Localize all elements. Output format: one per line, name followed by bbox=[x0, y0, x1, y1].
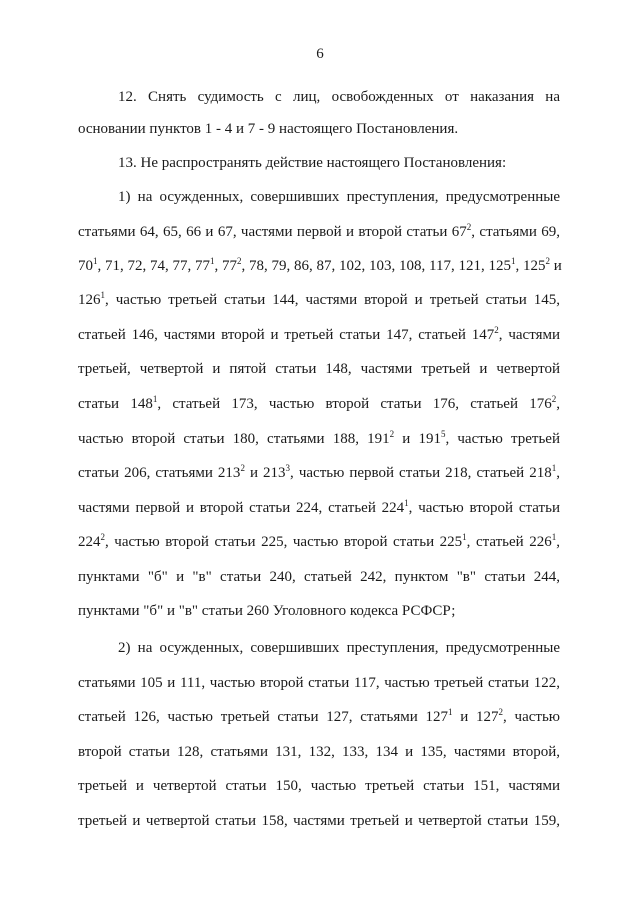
paragraph-line: третьей и четвертой статьи 150, частью третьей статьи 151, частями bbox=[78, 778, 560, 794]
item-1-line-6 bbox=[78, 358, 560, 380]
paragraph-line: $126^1$, частью третьей статьи 144, частями второй и третьей статьи 145, bbox=[78, 290, 560, 308]
item-1-line-13 bbox=[78, 600, 560, 622]
paragraph-line: статьей 146, частями второй и третьей статьи 147, статьей $147^2$, частями bbox=[78, 325, 560, 343]
item-1-line-5 bbox=[78, 324, 560, 346]
item-1-line-8 bbox=[78, 428, 560, 450]
paragraph-line: третьей и четвертой статьи 158, частями третьей и четвертой статьи 159, bbox=[78, 813, 560, 829]
paragraph-line: третьей, четвертой и пятой статьи 148, частями третьей и четвертой bbox=[78, 361, 560, 377]
paragraph-line: пунктами "б" и "в" статьи 240, статьей 242, пунктом "в" статьи 244, bbox=[78, 569, 560, 585]
paragraph-line: 1) на осужденных, совершивших преступления, предусмотренные bbox=[118, 189, 560, 205]
item-1-line-11 bbox=[78, 531, 560, 553]
item-1 bbox=[78, 186, 560, 208]
item-2-line-6 bbox=[78, 810, 560, 832]
item-2-line-3 bbox=[78, 706, 560, 728]
item-1-line-9 bbox=[78, 462, 560, 484]
item-2-line-4 bbox=[78, 741, 560, 763]
item-1-line-4 bbox=[78, 289, 560, 311]
paragraph-line: 13. Не распространять действие настоящего Постановления: bbox=[118, 155, 507, 171]
item-2-line-5 bbox=[78, 775, 560, 797]
paragraph-line: 12. Снять судимость с лиц, освобожденных от наказания на bbox=[118, 89, 560, 105]
item-1-line-10 bbox=[78, 497, 560, 519]
paragraph-line: $224^2$, частью второй статьи 225, частью второй статьи $225^1$, статьей $226^1$, bbox=[78, 532, 560, 550]
item-1-line-7 bbox=[78, 393, 560, 415]
paragraph-line: 2) на осужденных, совершивших преступления, предусмотренные bbox=[118, 640, 560, 656]
paragraph-line: статьями 105 и 111, частью второй статьи 117, частью третьей статьи 122, bbox=[78, 675, 560, 691]
item-2 bbox=[78, 637, 560, 659]
paragraph-12 bbox=[78, 86, 560, 108]
paragraph-line: частями первой и второй статьи 224, статьей $224^1$, частью второй статьи bbox=[78, 498, 560, 516]
paragraph-line: второй статьи 128, статьями 131, 132, 133, 134 и 135, частями второй, bbox=[78, 744, 560, 760]
paragraph-13 bbox=[78, 152, 560, 174]
paragraph-line: статьями 64, 65, 66 и 67, частями первой и второй статьи $67^2$, статьями 69, bbox=[78, 222, 561, 240]
item-1-line-3 bbox=[78, 255, 560, 277]
page-number: 6 bbox=[316, 46, 324, 62]
paragraph-line: статьи $148^1$, статьей 173, частью второй статьи 176, статьей $176^2$, bbox=[78, 394, 560, 412]
paragraph-line: $70^1$, 71, 72, 74, 77, $77^1$, $77^2$, 78, 79, 86, 87, 102, 103, 108, 117, 121, $125^1$, $125^2$ и bbox=[78, 256, 562, 274]
item-1-line-2 bbox=[78, 221, 560, 243]
item-1-line-12 bbox=[78, 566, 560, 588]
paragraph-line: статьей 126, частью третьей статьи 127, статьями $127^1$ и $127^2$, частью bbox=[78, 707, 560, 725]
paragraph-line: частью второй статьи 180, статьями 188, $191^2$ и $191^5$, частью третьей bbox=[78, 429, 560, 447]
paragraph-12-cont bbox=[78, 118, 560, 140]
paragraph-line: пунктами "б" и "в" статьи 260 Уголовного кодекса РСФСР; bbox=[78, 603, 456, 619]
item-2-line-2 bbox=[78, 672, 560, 694]
paragraph-line: основании пунктов 1 - 4 и 7 - 9 настоящего Постановления. bbox=[78, 121, 459, 137]
paragraph-line: статьи 206, статьями $213^2$ и $213^3$, частью первой статьи 218, статьей $218^1$, bbox=[78, 463, 560, 481]
